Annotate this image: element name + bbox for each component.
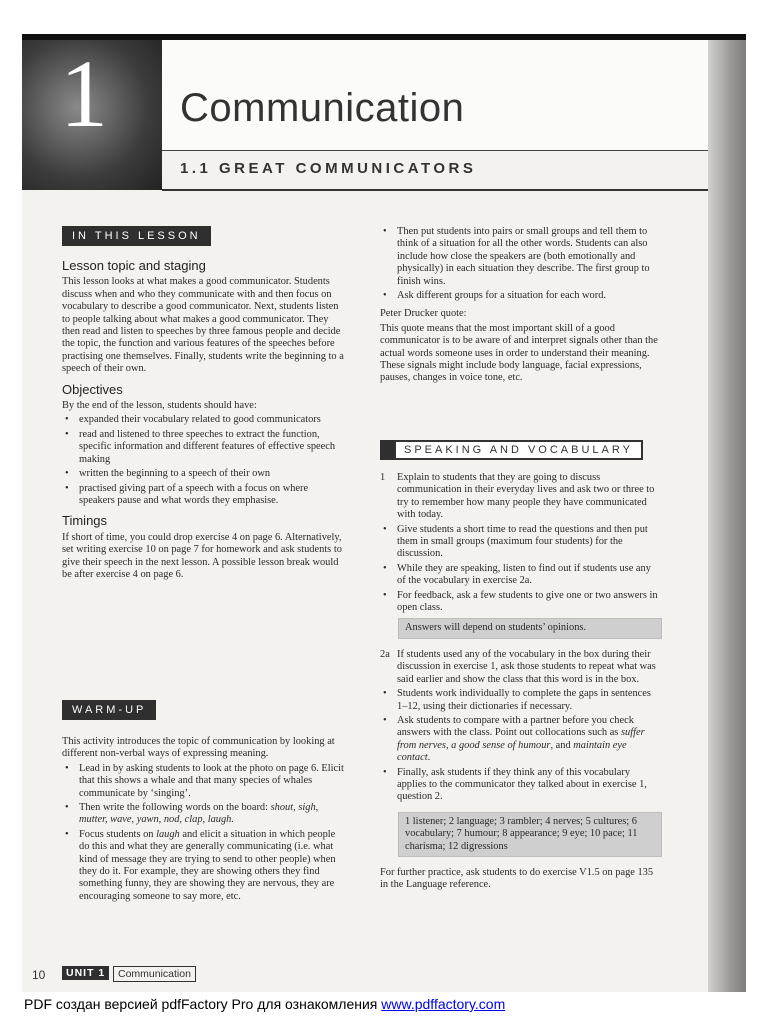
exercise-text: If students used any of the vocabulary in the box during their discussion in exercise 1, ask those students to repeat what was said earlier and show the class that this word is in the box. bbox=[397, 648, 656, 685]
list-item-text: Focus students on bbox=[79, 828, 157, 840]
list-item: • Then put students into pairs or small groups and tell them to think of a situation for all the other words. Students can also include how close the speakers are (both emotionally and physically) in each situation they describe. The first group to finish wins. bbox=[380, 226, 662, 288]
collocation: a good sense of humour bbox=[451, 739, 551, 751]
quote-text: This quote means that the most important skill of a good communicator is to be aware of and interpret signals other than the actual words someone uses in order to understand their meaning. These signals might include body language, facial expressions, pauses, changes in voice tone, etc. bbox=[380, 322, 658, 384]
exercise-list bbox=[380, 472, 662, 614]
warmup-continued-list bbox=[380, 226, 662, 302]
answer-box: 1 listener; 2 language; 3 rambler; 4 nerves; 5 cultures; 6 vocabulary; 7 humour; 8 appearance; 9 eye; 10 pace; 11 charisma; 12 digressions bbox=[398, 812, 662, 857]
pdf-watermark-note bbox=[24, 996, 505, 1012]
list-item: • Finally, ask students if they think any of this vocabulary applies to the communicator they talked about in exercise 1, question 2. bbox=[380, 767, 662, 804]
exercise-number: 1 bbox=[380, 472, 386, 483]
list-item bbox=[62, 829, 344, 903]
in-this-lesson-heading: IN THIS LESSON bbox=[62, 226, 211, 246]
right-column bbox=[380, 226, 662, 387]
unit-number: 1 bbox=[60, 40, 108, 147]
page-edge-shadow bbox=[708, 40, 746, 992]
quote-heading: Peter Drucker quote: bbox=[380, 308, 467, 320]
list-item bbox=[380, 715, 662, 765]
exercise-number: 2a bbox=[380, 648, 390, 660]
list-item: • Give students a short time to read the questions and then put them in small groups (maximum four students) for the discussion. bbox=[380, 524, 662, 561]
warmup-intro: This activity introduces the topic of communication by looking at different non-verbal ways of expressing meaning. bbox=[62, 736, 335, 760]
list-item: • written the beginning to a speech of their own bbox=[62, 468, 344, 480]
exercise-item bbox=[380, 472, 662, 522]
list-item bbox=[62, 802, 344, 827]
list-item-text: . bbox=[427, 752, 431, 764]
timings-heading: Timings bbox=[62, 513, 108, 529]
list-item-text: Ask students to compare with a partner before you check answers with the class. Point out collocations such as bbox=[397, 714, 634, 739]
exercise-item bbox=[380, 649, 662, 686]
list-item: • Students work individually to complete the gaps in sentences 1–12, using their dictionaries if necessary. bbox=[380, 688, 662, 713]
title-divider bbox=[162, 150, 708, 151]
warmup-list bbox=[62, 763, 344, 903]
pdf-note-text: PDF создан версией pdfFactory Pro для ознакомления bbox=[24, 996, 382, 1012]
list-item: • read and listened to three speeches to extract the function, specific information and different features of effective speech making bbox=[62, 429, 344, 466]
list-item: • Lead in by asking students to look at the photo on page 6. Elicit that this shows a whale and that many species of whales communicate by ‘singing’. bbox=[62, 763, 344, 800]
list-item-text: Then write the following words on the board: bbox=[79, 802, 271, 814]
list-item: • Ask different groups for a situation for each word. bbox=[380, 290, 662, 302]
footer-unit-title: Communication bbox=[113, 966, 196, 982]
speaking-section bbox=[380, 440, 662, 894]
topic-heading: Lesson topic and staging bbox=[62, 258, 206, 273]
further-practice-text: For further practice, ask students to do exercise V1.5 on page 135 in the Language reference. bbox=[380, 866, 654, 891]
list-item-text: , bbox=[445, 739, 452, 751]
list-item: • While they are speaking, listen to find out if students use any of the vocabulary in exercise 2a. bbox=[380, 563, 662, 588]
vocabulary-word: laugh bbox=[156, 828, 180, 840]
exercise-text: Explain to students that they are going to discuss communication in their everyday lives and ask two or three to try to remember how many people they have communicated with today. bbox=[397, 472, 655, 521]
lesson-subtitle: 1.1 GREAT COMMUNICATORS bbox=[180, 160, 477, 177]
subtitle-divider bbox=[162, 189, 708, 191]
page-number: 10 bbox=[32, 968, 46, 982]
list-item: • For feedback, ask a few students to give one or two answers in open class. bbox=[380, 590, 662, 615]
warmup-heading: WARM-UP bbox=[62, 700, 156, 720]
list-item-text: , and bbox=[550, 739, 574, 751]
footer-unit-label: UNIT 1 bbox=[62, 966, 109, 980]
warmup-section bbox=[62, 700, 344, 905]
list-item: • practised giving part of a speech with a focus on where speakers pause and what words they emphasise. bbox=[62, 483, 344, 508]
timings-text: If short of time, you could drop exercise 4 on page 6. Alternatively, set writing exercise 10 on page 7 for homework and ask students to give their speech in the next lesson. A possible lesson break would be after exercise 4 on page 6. bbox=[62, 531, 342, 580]
page-title: Communication bbox=[180, 86, 465, 130]
objectives-list bbox=[62, 414, 344, 507]
topic-text: This lesson looks at what makes a good communicator. Students discuss when and who they communicate with and then focus on vocabulary to describe a good communicator. Next, students listen to people talking about what makes a good communicator. They then read and listen to speeches by three famous people and decide the topic, the function and various features of the speeches before practising one themselves. Finally, students write the beginning to a speech of their own. bbox=[62, 276, 344, 375]
speaking-vocabulary-heading: SPEAKING AND VOCABULARY bbox=[394, 440, 643, 460]
collocation: maintain eye contact bbox=[397, 739, 627, 764]
answer-box: Answers will depend on students’ opinions. bbox=[398, 618, 662, 638]
left-column bbox=[62, 226, 344, 583]
vocabulary-words: shout, sigh, mutter, wave, yawn, nod, clap, laugh. bbox=[79, 802, 319, 826]
objectives-heading: Objectives bbox=[62, 381, 123, 397]
collocation: suffer from nerves bbox=[397, 727, 645, 751]
pdffactory-link[interactable]: www.pdffactory.com bbox=[381, 996, 506, 1012]
list-item-text: and elicit a situation in which people do this and what they are generally communicating (i.e. what kind of message they are trying to send to other people) when they do it. For example, they are showing others they find something funny, they are showing they are nervous, they are encouraging someone to say more, etc. bbox=[79, 828, 336, 902]
list-item: • expanded their vocabulary related to good communicators bbox=[62, 414, 344, 426]
exercise-list bbox=[380, 649, 662, 804]
objectives-intro: By the end of the lesson, students should have: bbox=[62, 400, 257, 412]
